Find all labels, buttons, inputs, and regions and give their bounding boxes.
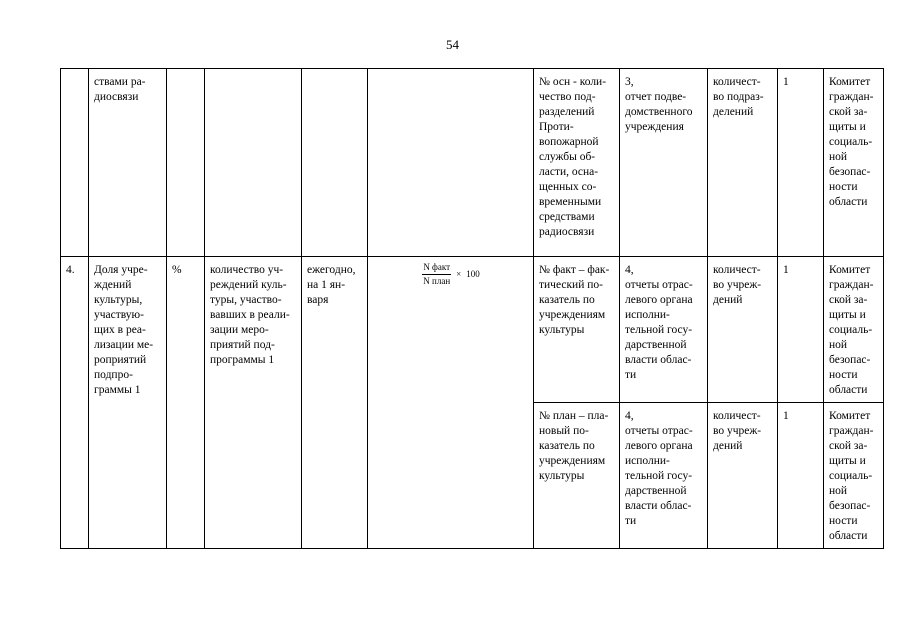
cell-responsible: Комитет граждан- ской за- щиты и социаль- ной безопас- ности области <box>824 257 884 403</box>
cell-count: 1 <box>778 257 824 403</box>
cell-formula <box>368 257 534 549</box>
cell-data-source: 4, отчеты отрас- левого органа исполни- тельной госу- дарственной власти облас- ти <box>620 257 708 403</box>
cell-indicator-name: Доля учре- ждений культуры, участвую- щих в реа- лизации ме- роприятий подпро- граммы 1 <box>89 257 167 549</box>
formula-multiplier: 100 <box>466 269 480 279</box>
cell-formula <box>368 69 534 257</box>
cell-periodicity <box>302 69 368 257</box>
formula-denominator: N план <box>423 276 451 286</box>
formula-fraction <box>422 262 451 287</box>
cell-count: 1 <box>778 403 824 549</box>
cell-definition <box>205 69 302 257</box>
cell-data-source: 3, отчет подве- домственного учреждения <box>620 69 708 257</box>
indicator-table <box>60 68 884 549</box>
formula-times-sign: × <box>456 269 462 279</box>
cell-variable-description: № осн - коли- чество под- разделений Проти- вопожарной службы об- ласти, осна- щенных со- временными средствами радиосвязи <box>534 69 620 257</box>
cell-responsible: Комитет граждан- ской за- щиты и социаль- ной безопас- ности области <box>824 403 884 549</box>
cell-unit-of-count: количест- во учреж- дений <box>708 257 778 403</box>
cell-periodicity: ежегодно, на 1 ян- варя <box>302 257 368 549</box>
cell-data-source: 4, отчеты отрас- левого органа исполни- тельной госу- дарственной власти облас- ти <box>620 403 708 549</box>
cell-variable-description: № факт – фак- тический по- казатель по учреждениям культуры <box>534 257 620 403</box>
cell-definition: количество уч- реждений куль- туры, участво- вавших в реали- зации меро- приятий под- программы 1 <box>205 257 302 549</box>
cell-count: 1 <box>778 69 824 257</box>
cell-unit-of-count: количест- во учреж- дений <box>708 403 778 549</box>
table-row <box>61 257 884 403</box>
page-number: 54 <box>446 37 459 52</box>
formula-numerator: N факт <box>422 262 451 275</box>
cell-unit <box>167 69 205 257</box>
cell-number: 4. <box>61 257 89 549</box>
cell-responsible: Комитет граждан- ской за- щиты и социаль- ной безопас- ности области <box>824 69 884 257</box>
cell-unit: % <box>167 257 205 549</box>
cell-variable-description: № план – пла- новый по- казатель по учреждениям культуры <box>534 403 620 549</box>
formula <box>373 262 529 287</box>
cell-unit-of-count: количест- во подраз- делений <box>708 69 778 257</box>
table-row <box>61 69 884 257</box>
cell-indicator-name: ствами ра- диосвязи <box>89 69 167 257</box>
cell-number <box>61 69 89 257</box>
